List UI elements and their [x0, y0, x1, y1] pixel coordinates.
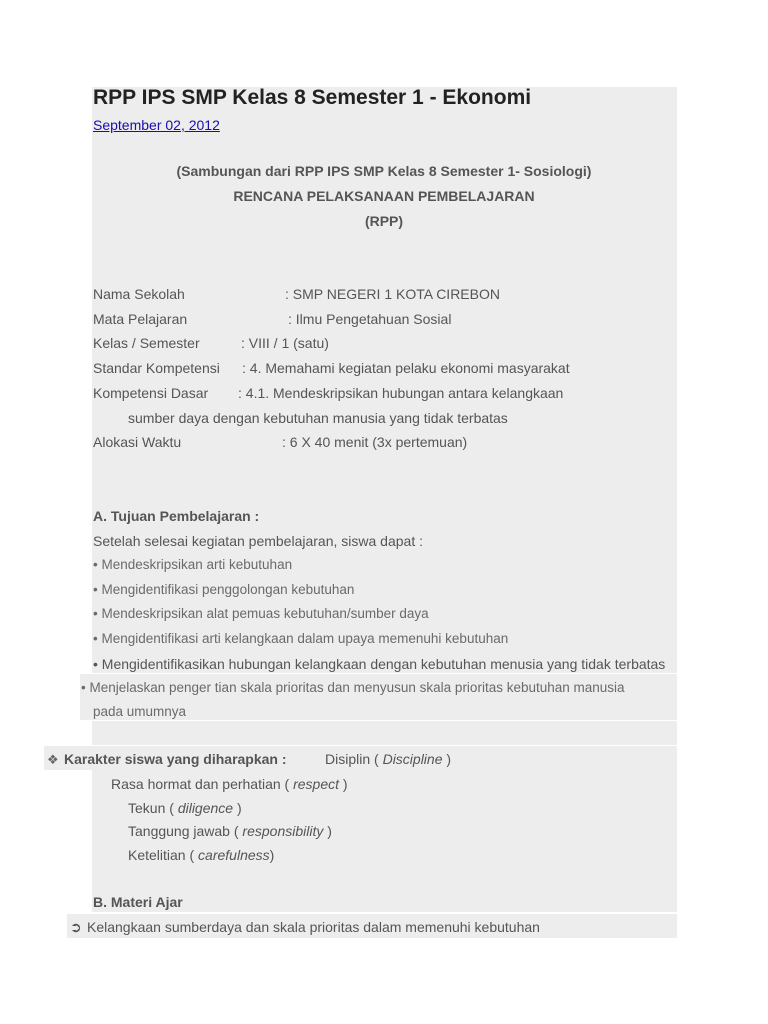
list-item: • Mengidentifikasi penggolongan kebutuhan [93, 582, 355, 597]
post-date-link[interactable]: September 02, 2012 [93, 117, 220, 133]
karakter-item: Ketelitian ( carefulness) [128, 847, 275, 863]
arrow-bullet-icon: ➲ [70, 919, 82, 935]
document-subheading: (RPP) [364, 213, 404, 229]
karakter-label: Karakter siswa yang diharapkan : [64, 751, 287, 767]
identity-label: Kompetensi Dasar [93, 385, 209, 401]
identity-value: : SMP NEGERI 1 KOTA CIREBON [285, 286, 500, 302]
karakter-item: Disiplin ( Discipline ) [325, 751, 452, 767]
identity-label: Standar Kompetensi [93, 360, 220, 376]
materi-item: Kelangkaan sumberdaya dan skala prioritas dalam memenuhi kebutuhan [87, 919, 540, 935]
list-item-continued: pada umumnya [93, 704, 187, 719]
identity-value: : 4. Memahami kegiatan pelaku ekonomi masyarakat [242, 360, 570, 376]
tujuan-intro: Setelah selesai kegiatan pembelajaran, siswa dapat : [93, 533, 423, 549]
karakter-item: Tanggung jawab ( responsibility ) [128, 823, 332, 839]
section-heading-tujuan: A. Tujuan Pembelajaran : [93, 508, 260, 524]
post-title: RPP IPS SMP Kelas 8 Semester 1 - Ekonomi [93, 86, 532, 109]
diamond-bullet-icon: ❖ [47, 752, 59, 767]
highlight-strip [92, 720, 677, 745]
section-heading-materi: B. Materi Ajar [93, 894, 183, 910]
karakter-item: Tekun ( diligence ) [128, 800, 242, 816]
identity-label: Alokasi Waktu [93, 434, 182, 450]
identity-label: Kelas / Semester [93, 335, 200, 351]
list-item: • Menjelaskan penger tian skala prioritas dan menyusun skala prioritas kebutuhan manusia [81, 680, 625, 695]
identity-label: Nama Sekolah [93, 286, 185, 302]
list-item: • Mendeskripsikan arti kebutuhan [93, 557, 293, 572]
list-item: • Mengidentifikasikan hubungan kelangkaan dengan kebutuhan menusia yang tidak terbatas [93, 656, 666, 672]
identity-label: Mata Pelajaran [93, 311, 188, 327]
identity-value: : 6 X 40 menit (3x pertemuan) [282, 434, 468, 450]
list-item: • Mengidentifikasi arti kelangkaan dalam upaya memenuhi kebutuhan [93, 631, 509, 646]
list-item: • Mendeskripsikan alat pemuas kebutuhan/sumber daya [93, 606, 429, 621]
karakter-item: Rasa hormat dan perhatian ( respect ) [111, 776, 348, 792]
document-heading: RENCANA PELAKSANAAN PEMBELAJARAN [233, 188, 535, 204]
identity-value: : 4.1. Mendeskripsikan hubungan antara kelangkaan [238, 385, 564, 401]
identity-value: : VIII / 1 (satu) [241, 335, 329, 351]
identity-value-continued: sumber daya dengan kebutuhan manusia yang tidak terbatas [128, 410, 508, 426]
identity-value: : Ilmu Pengetahuan Sosial [288, 311, 452, 327]
continuation-note: (Sambungan dari RPP IPS SMP Kelas 8 Semester 1- Sosiologi) [176, 163, 592, 179]
